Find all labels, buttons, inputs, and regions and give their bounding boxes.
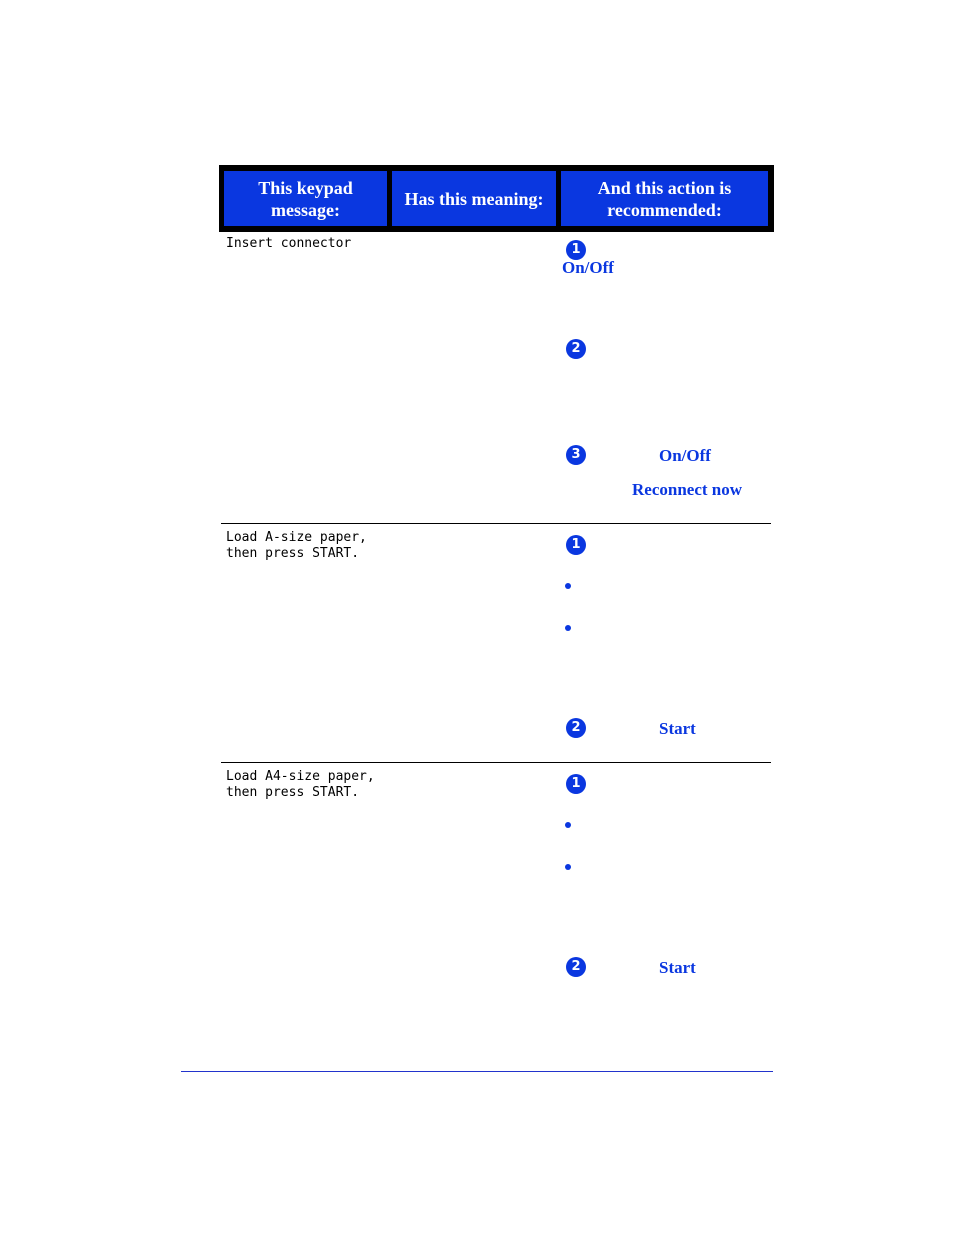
step-2-icon: 2 [566,718,586,738]
row-1-keypad-message: Insert connector [226,236,352,251]
bullet-icon [565,822,571,828]
header-recommended-action [561,171,768,226]
row-3-keypad-message: Load A4-size paper, then press START. [226,769,375,800]
header-action-line1: And this action is [597,177,732,198]
row-2-keypad-message: Load A-size paper, then press START. [226,530,367,561]
on-off-key-label: On/Off [659,446,711,465]
row-divider [221,762,771,763]
start-key-label: Start [659,958,696,977]
bullet-icon [565,583,571,589]
step-1-icon: 1 [566,240,586,260]
on-off-key-label: On/Off [562,258,614,277]
step-1-icon: 1 [566,535,586,555]
start-key-label: Start [659,719,696,738]
bullet-icon [565,625,571,631]
step-2-icon: 2 [566,339,586,359]
header-keypad-message-line1: This keypad [258,177,353,198]
bullet-icon [565,864,571,870]
step-3-icon: 3 [566,445,586,465]
step-1-icon: 1 [566,774,586,794]
row-divider [221,523,771,524]
header-keypad-message [224,171,387,226]
header-meaning [392,171,556,226]
table-header [219,165,774,232]
step-2-icon: 2 [566,957,586,977]
header-meaning-text: Has this meaning: [404,188,544,209]
footer-rule [181,1071,773,1072]
reconnect-now-label: Reconnect now [632,480,743,499]
header-action-line2: recommended: [607,199,722,220]
header-keypad-message-line2: message: [271,199,340,220]
